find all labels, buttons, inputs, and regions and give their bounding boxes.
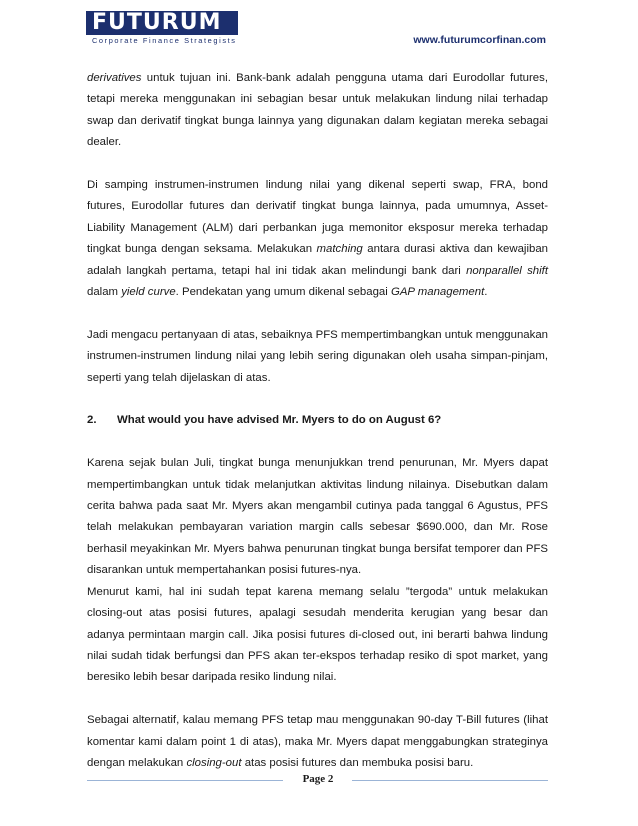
question-number: 2. <box>87 414 97 427</box>
text-run: closing-out <box>186 756 242 769</box>
text-run: Jadi mengacu pertanyaan di atas, sebaiknya PFS mempertimbangkan untuk menggunakan instrumen-instrumen lindung nilai yang lebih sering digunakan oleh usaha simpan-pinjam, seperti yang telah dijelaskan di atas. <box>87 328 548 384</box>
text-run: GAP management <box>390 286 485 299</box>
paragraph-interest-trend <box>87 453 548 581</box>
website-url[interactable]: www.futurumcorfinan.com <box>413 34 546 46</box>
paragraph-alternative <box>87 710 548 774</box>
text-run: Menurut kami, hal ini sudah tepat karena memang selalu ”tergoda” untuk melakukan closing-out atas posisi futures, apalagi sesudah menderita kerugian yang besar dan adanya permintaan margin call. Jika posisi futures di-closed out, ini berarti bahwa lindung nilai sudah tidak berfungsi dan PFS akan ter-ekspos terhadap resiko di spot market, yang beresiko lebih besar daripada resiko lindung nilai. <box>87 585 548 684</box>
logo-tagline: Corporate Finance Strategists <box>92 36 237 45</box>
text-run: derivatives <box>87 72 142 84</box>
text-run: nonparallel shift <box>466 264 548 277</box>
futurum-logo <box>86 11 238 45</box>
text-run: matching <box>316 243 363 256</box>
text-run: Karena sejak bulan Juli, tingkat bunga menunjukkan trend penurunan, Mr. Myers dapat mempertimbangkan untuk tidak melanjutkan aktivitas lindung nilainya. Disebutkan dalam cerita bahwa pada saat Mr. Myers akan mengambil cutinya pada tanggal 6 Agustus, PFS telah melakukan pembayaran variation margin calls sebesar $690.000, dan Mr. Rose berhasil meyakinkan Mr. Myers bahwa penurunan tingkat bunga bersifat temporer dan PFS disarankan untuk mempertahankan posisi futures-nya. <box>87 457 548 577</box>
paragraph-derivatives <box>87 68 548 154</box>
text-run: antara durasi aktiva dan kewajiban adalah langkah pertama, tetapi hal ini tidak akan melindungi bank dari <box>87 243 548 277</box>
paragraph-opinion <box>87 582 548 689</box>
text-run: atas posisi futures dan membuka posisi baru. <box>241 756 474 769</box>
logo-wordmark: FUTURUM <box>86 11 238 35</box>
paragraph-conclusion <box>87 325 548 389</box>
text-run: Di samping instrumen-instrumen lindung nilai yang dikenal seperti swap, FRA, bond futures, Eurodollar futures dan derivatif tingkat bunga lainnya, pada umumnya, Asset-Liability Management (ALM) dari perbankan juga memonitor eksposur mereka terhadap tingkat bunga dengan seksama. Melakukan <box>87 179 548 256</box>
text-run: Sebagai alternatif, kalau memang PFS tetap mau menggunakan 90-day T-Bill futures (lihat komentar kami dalam point 1 di atas), maka Mr. Myers dapat menggabungkan strateginya dengan melakukan <box>87 714 548 769</box>
question-text: What would you have advised Mr. Myers to do on August 6? <box>117 414 442 427</box>
text-run: untuk tujuan ini. Bank-bank adalah pengguna utama dari Eurodollar futures, tetapi mereka menggunakan ini sebagian besar untuk melakukan lindung nilai terhadap swap dan derivatif tingkat bunga lainnya yang digunakan dalam kegiatan mereka sebagai dealer. <box>87 72 548 149</box>
page-number: Page 2 <box>302 773 334 785</box>
text-run: . <box>484 286 488 299</box>
text-run: dalam <box>87 286 122 299</box>
paragraph-alm <box>87 175 548 303</box>
footer-rule-left <box>87 780 283 781</box>
question-2-heading <box>87 410 548 431</box>
document-body <box>87 68 548 796</box>
text-run: . Pendekatan yang umum dikenal sebagai <box>175 286 391 299</box>
text-run: yield curve <box>121 286 176 299</box>
footer-rule-right <box>352 780 548 781</box>
